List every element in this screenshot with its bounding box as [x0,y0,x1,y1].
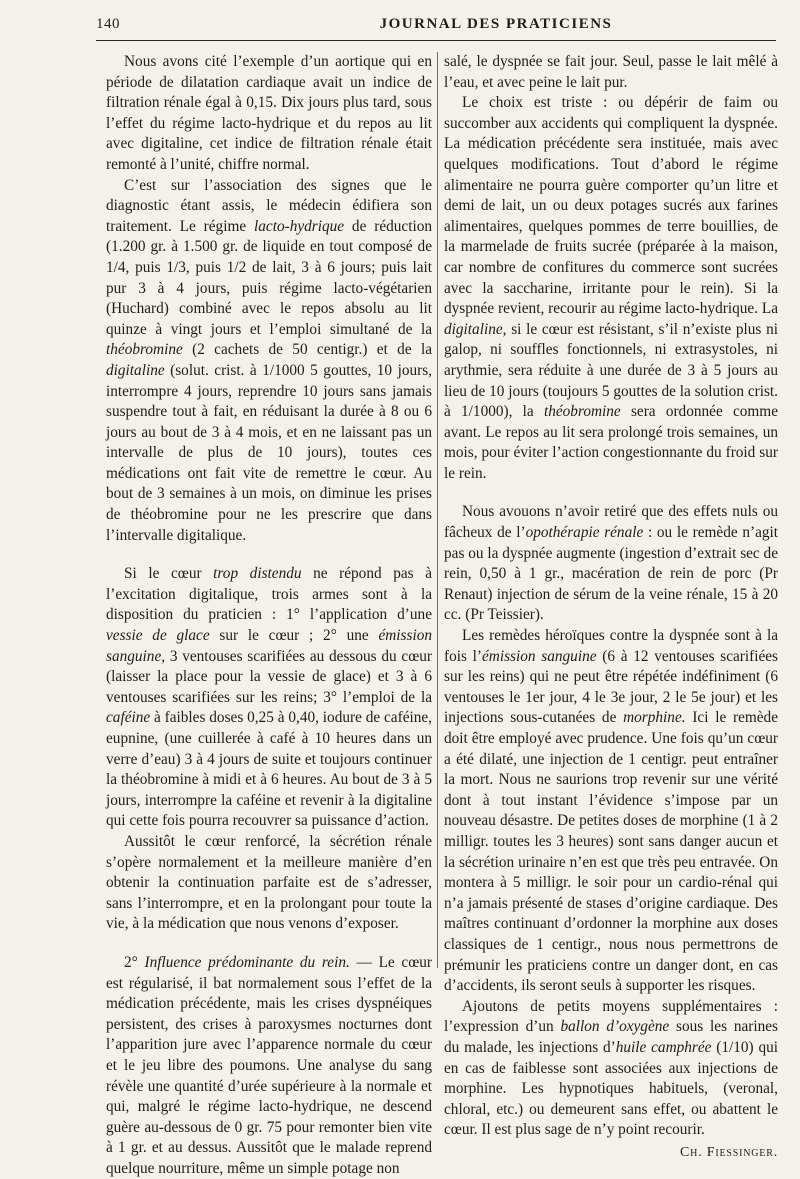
journal-title: JOURNAL DES PRATICIENS [379,16,613,32]
text-run: (1/10) qui en cas de faiblesse sont associées aux injections de morphine. Les hypnotiques habituels, (veronal, chloral, etc.) ou demeurent sans effet, ou abattent le cœur. Il est plus sage de n’y point recourir. [444,1038,778,1139]
text-run: (2 cachets de 50 centigr.) et de la [182,341,432,359]
text-run: si le cœur est résistant, s’il n’existe plus ni galop, ni souffles fonctionnels, ni extrasystoles, ni arythmie, sera réduite à une durée de 3 à 5 jours au lieu de 10 jours (toujours 5 gouttes de la solution crist. à 1/1000), la [444,320,778,421]
text-run: 2° [124,953,145,971]
header-rule [96,40,776,41]
text-run: (solut. crist. à 1/1000 5 gouttes, 10 jours, interrompre 4 jours, reprendre 10 jours sans jamais suspendre tout à fait, en réduisant la durée à 8 ou 6 jours au bout de 3 à 4 mois, et en ne laissant pas un intervalle de plus de 10 jours), toutes ces médications ont fait vite de remettre le cœur. Au bout de 3 semaines à un mois, on diminue les prises de théobromine pour ne les prescrire que dans l’intervalle digitalique. [106,361,432,544]
paragraph [444,93,778,484]
text-run: ne répond pas à l’excitation digitalique, trois armes sont à la disposition du praticien : 1° l’application d’une [106,565,432,624]
italic-term: trop distendu [213,565,302,583]
italic-term: théobromine [106,341,183,359]
text-run: sur le cœur ; 2° une [209,627,379,645]
italic-term: digitaline [106,361,165,379]
text-run: — Le cœur est régularisé, il bat normalement sous l’effet de la médication précédente, mais les crises dyspnéiques persistent, des crises à paroxysmes nocturnes dont l’apparition jure avec l’apparence normale du cœur et le jeu libre des poumons. Une analyse du sang révèle une quantité d’urée supérieure à la normale et qui, malgré le régime lacto-hydrique, ne descend guère au-dessous de 0 gr. 75 pour remonter bien vite à 1 gr. et au dessus. Aussitôt que le malade reprend quelque nourriture, même un simple potage non [106,953,433,1177]
text-run: Ajoutons de petits moyens supplémentaires : l’expression d’un [444,997,778,1036]
text-run: Ici le remède doit être employé avec prudence. Une fois qu’un cœur a été dilaté, une injection de 1 centigr. peut entraîner la mort. Nous ne saurions trop revenir sur une vérité dont à tout instant l’évidence s’impose par un nouveau désastre. De petites doses de morphine (1 à 2 milligr. toutes les 3 heures) sont sans danger aucun et la sécrétion urinaire n’en est que très peu entravée. On montera à 5 milligr. le soir pour un cardio-rénal qui n’a jamais présenté de stases d’origine cardiaque. Des maîtres continuant d’ordonner la morphine aux doses classiques de 1 centigr., nous nous permettrons de prémunir les praticiens contre un danger dont, en cas d’accidents, ils seront seuls à supporter les risques. [444,709,778,995]
text-run: Nous avouons n’avoir retiré que des effets nuls ou fâcheux de l’ [444,503,778,542]
italic-term: morphine. [623,709,686,727]
text-run: Les remèdes héroïques contre la dyspnée sont à la fois l’ [444,627,778,665]
paragraph [106,953,432,1179]
page-number: 140 [96,16,120,32]
text-run: 3 ventouses scarifiées au dessous du cœur (laisser la place pour la vessie de glace) et 3 à 6 ventouses scarifiées sur les reins; 3° l’emploi de la [106,647,432,706]
paragraph [444,626,778,997]
page-header [96,14,776,42]
italic-term: digitaline, [444,320,507,338]
italic-term: émission sanguine, [106,627,432,665]
author-signature: Ch. Fiessinger. [680,1144,778,1160]
paragraph: Nous avons cité l’exemple d’un aortique qui en période de dilatation cardiaque avait un indice de filtration rénale égal à 0,15. Dix jours plus tard, sous l’effet du régime lacto-hydrique et du repos au lit avec digitaline, cet indice de filtration rénale était remonté à l’unité, chiffre normal. [106,53,432,173]
paragraph [444,997,778,1141]
text-run: Le choix est triste : ou dépérir de faim ou succomber aux accidents qui compliquent la dyspnée. La médication précédente sera instituée, mais avec quelques modifications. Tout d’abord le régime alimentaire ne pourra guère comporter qu’un litre et demi de lait, un ou deux potages sucrés aux farines alimentaires, quelques pommes de terre bouillies, de la marmelade de fruits sucrée (préparée à la maison, car nombre de confitures du commerce sont sucrées avec la saccharine, irritante pour le rein). Si la dyspnée revient, recourir au régime lacto-hydrique. La [444,94,778,318]
paragraph [106,176,432,547]
text-run: sous les narines du malade, les injections d’ [444,1018,779,1056]
text-run: Si le cœur [124,565,214,583]
text-run: C’est sur l’association des signes que le diagnostic étant assis, le médecin édifiera son traitement. Le régime [106,176,432,235]
italic-term: vessie de glace [106,627,210,645]
italic-term: émission sanguine [482,647,597,665]
text-run: sera ordonnée comme avant. Le repos au lit sera prolongé trois semaines, un mois, pour éviter l’action congestionnante du froid sur le rein. [444,403,778,482]
right-column [444,52,778,1163]
paragraph [106,564,432,832]
italic-term: théobromine [543,403,621,421]
paragraph [444,502,778,626]
text-run: (6 à 12 ventouses scarifiées sur les reins) qui ne peut être répétée indéfiniment (6 ventouses le 1er jour, 4 le 3e jour, 2 le 5e jour) et les injections sous-cutanées de [444,647,778,727]
text-run: de réduction (1.200 gr. à 1.500 gr. de liquide en tout composé de 1/4, puis 1/3, puis 1/2 de lait, 3 à 6 jours; puis lait pur 3 à 4 jours, puis régime lacto-végétarien (Huchard) combiné avec le repos absolu au lit quinze à vingt jours et l’emploi simultané de la [106,217,432,338]
italic-term: ballon d’oxygène [560,1018,670,1036]
text-run: : ou le remède n’agit pas ou la dyspnée augmente (ingestion d’extrait sec de rein, 0,50 à 1 gr., macération de rein de porc (Pr Renaut) injection de sérum de la veine rénale, 15 à 20 cc. (Pr Teissier). [444,524,779,624]
paragraph: Aussitôt le cœur renforcé, la sécrétion rénale s’opère normalement et la meilleure manière d’en obtenir la continuation parfaite est de s’adresser, sans l’interrompre, et en la prolongant pour toute la vie, à la médication que nous venons d’exposer. [106,832,432,933]
paragraph: salé, le dyspnée se fait jour. Seul, passe le lait mêlé à l’eau, et avec peine le lait pur. [444,53,778,91]
text-run: à faibles doses 0,25 à 0,40, iodure de caféine, eupnine, (une cuillerée à café à 10 heures dans un verre d’eau) 3 à 4 jours de suite et toujours continuer la théobromine à midi et à 6 heures. Au bout de 3 à 5 jours, interrompre la caféine et revenir à la digitaline qui cette fois pourra recouvrer sa puissance d’action. [106,709,432,830]
column-divider [437,52,438,968]
italic-term: huile camphrée [615,1038,712,1056]
left-column [106,52,432,1179]
italic-term: caféine [106,709,151,727]
italic-term: Influence prédominante du rein. [144,953,350,971]
italic-term: opothérapie rénale [525,524,644,542]
italic-term: lacto-hydrique [254,217,345,235]
